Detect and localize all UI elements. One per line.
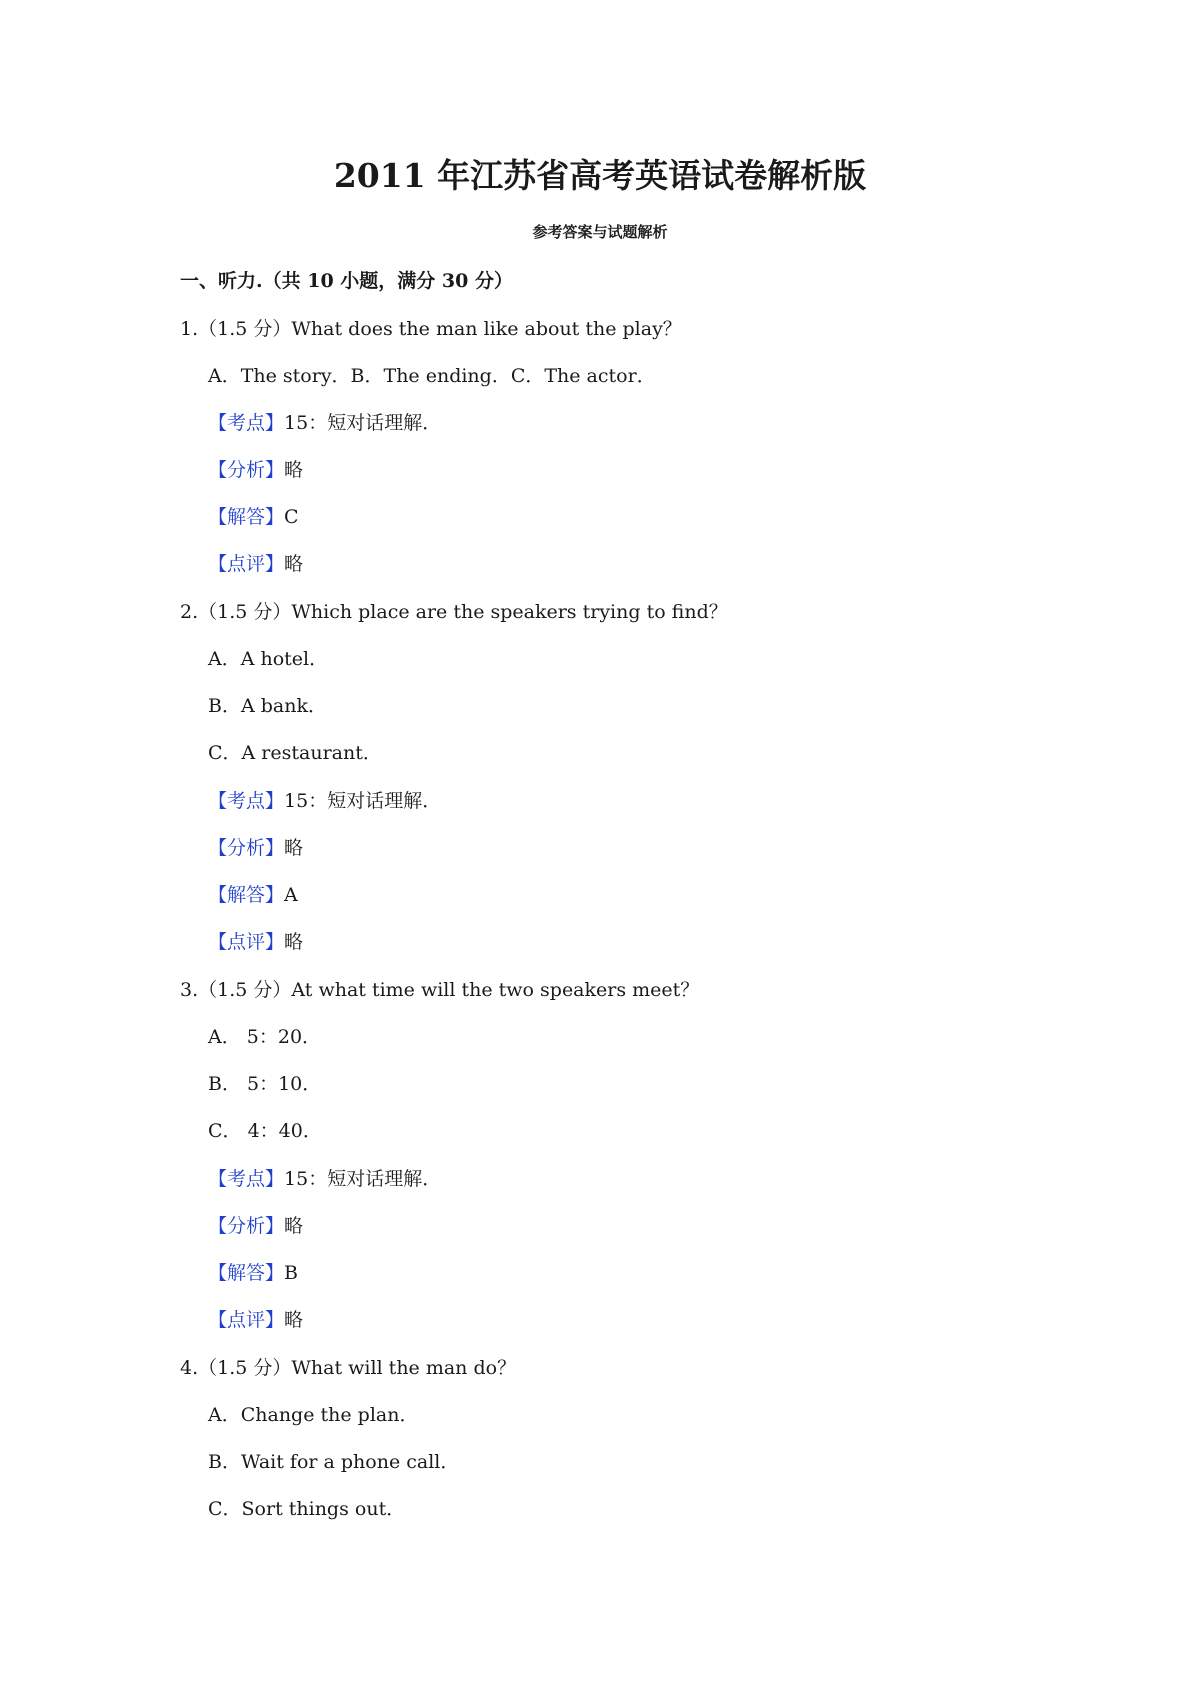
option-c: C．Sort things out． <box>208 1498 406 1520</box>
kaodian-text: 15：短对话理解． <box>284 1168 442 1190</box>
question-stem: 2.（1.5 分）Which place are the speakers trying to find？ <box>180 601 728 623</box>
analysis-jieda <box>208 1258 298 1288</box>
analysis-fenxi <box>208 455 303 485</box>
option-b: B． 5：10． <box>208 1073 322 1095</box>
analysis-fenxi <box>208 833 303 863</box>
analysis-dianping <box>208 549 303 579</box>
question-options: A．The story．B．The ending．C．The actor． <box>208 365 656 387</box>
page-title: 2011 年江苏省高考英语试卷解析版 <box>333 156 867 195</box>
dianping-tag: 【点评】 <box>208 1309 285 1331</box>
option-c: C．A restaurant． <box>208 742 382 764</box>
question-stem: 4.（1.5 分）What will the man do？ <box>180 1357 517 1379</box>
dianping-tag: 【点评】 <box>208 931 285 953</box>
fenxi-tag: 【分析】 <box>208 837 285 859</box>
fenxi-tag: 【分析】 <box>208 1215 285 1237</box>
kaodian-text: 15：短对话理解． <box>284 790 442 812</box>
fenxi-text: 略 <box>284 837 304 859</box>
analysis-fenxi <box>208 1211 303 1241</box>
analysis-jieda <box>208 880 298 910</box>
kaodian-text: 15：短对话理解． <box>284 412 442 434</box>
page-subtitle: 参考答案与试题解析 <box>532 223 668 241</box>
jieda-tag: 【解答】 <box>208 884 285 906</box>
analysis-dianping <box>208 1305 303 1335</box>
jieda-tag: 【解答】 <box>208 506 285 528</box>
option-b: B．A bank． <box>208 695 327 717</box>
kaodian-tag: 【考点】 <box>208 1168 285 1190</box>
question-stem: 1.（1.5 分）What does the man like about the play？ <box>180 318 682 340</box>
fenxi-text: 略 <box>284 459 304 481</box>
kaodian-tag: 【考点】 <box>208 412 285 434</box>
jieda-tag: 【解答】 <box>208 1262 285 1284</box>
jieda-text: B <box>284 1262 298 1284</box>
analysis-kaodian <box>208 1164 441 1194</box>
analysis-kaodian <box>208 786 441 816</box>
option-a: A．Change the plan． <box>208 1404 419 1426</box>
option-a: A．A hotel． <box>208 648 329 670</box>
section-heading: 一、听力.（共 10 小题，满分 30 分） <box>180 270 513 292</box>
kaodian-tag: 【考点】 <box>208 790 285 812</box>
jieda-text: C <box>284 506 299 528</box>
question-stem: 3.（1.5 分）At what time will the two speakers meet？ <box>180 979 700 1001</box>
option-a: A． 5：20． <box>208 1026 322 1048</box>
fenxi-tag: 【分析】 <box>208 459 285 481</box>
dianping-text: 略 <box>284 553 304 575</box>
option-b: B．Wait for a phone call． <box>208 1451 460 1473</box>
dianping-tag: 【点评】 <box>208 553 285 575</box>
option-c: C． 4：40． <box>208 1120 322 1142</box>
fenxi-text: 略 <box>284 1215 304 1237</box>
analysis-dianping <box>208 927 303 957</box>
analysis-kaodian <box>208 408 441 438</box>
analysis-jieda <box>208 502 299 532</box>
dianping-text: 略 <box>284 931 304 953</box>
dianping-text: 略 <box>284 1309 304 1331</box>
jieda-text: A <box>284 884 298 906</box>
